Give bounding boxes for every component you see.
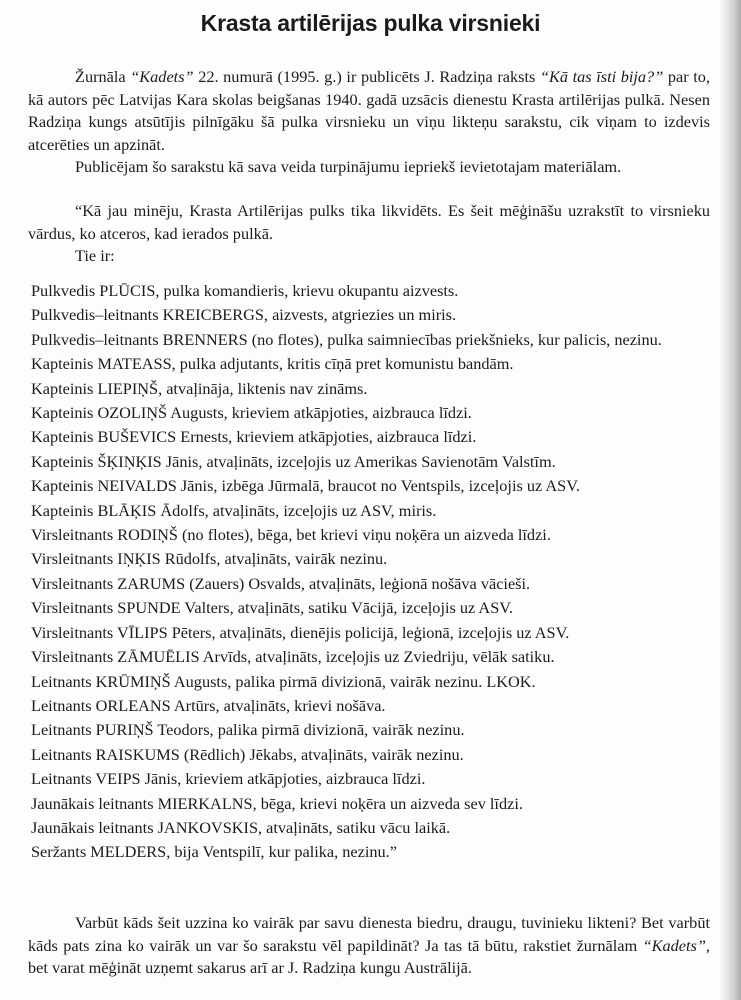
quote-block <box>28 200 710 268</box>
list-item: Kapteinis BLĀĶIS Ādolfs, atvaļināts, izceļojis uz ASV, miris. <box>31 500 437 520</box>
list-item: Leitnants PURIŅŠ Teodors, palika pirmā divizionā, vairāk nezinu. <box>31 720 465 740</box>
intro-text: par to, kā autors pēc Latvijas Kara skolas beigšanas 1940. gadā uzsācis dienestu Krasta artilērijas pulkā. Nesen Radziņa kungs atsūtījis pilnīgāku šā pulka virsnieku un viņu likteņu sarakstu, cik viņam to izdevis atcerēties un apzināt. <box>28 67 711 154</box>
list-item: Pulkvedis PLŪCIS, pulka komandieris, krievu okupantu aizvests. <box>31 281 459 300</box>
list-item: Virsleitnants SPUNDE Valters, atvaļināts, satiku Vācijā, izceļojis uz ASV. <box>31 598 513 618</box>
intro-text: Žurnāla <box>75 67 131 86</box>
officer-list <box>31 279 721 865</box>
magazine-name: “Kadets” <box>642 935 706 955</box>
list-item: Leitnants RAISKUMS (Rēdlich) Jēkabs, atvaļināts, vairāk nezinu. <box>31 744 464 764</box>
magazine-name: “Kadets” <box>130 67 194 86</box>
list-item: Virsleitnants IŅĶIS Rūdolfs, atvaļināts, vairāk nezinu. <box>31 549 388 569</box>
list-item: Jaunākais leitnants JANKOVSKIS, atvaļināts, satiku vācu laikā. <box>31 817 451 837</box>
list-item: Jaunākais leitnants MIERKALNS, bēga, krievi noķēra un aizveda sev līdzi. <box>31 793 523 813</box>
closing-text: , bet varat mēģināt uzņemt sakarus arī ar J. Radziņa kungu Austrālijā. <box>28 935 710 977</box>
list-item: Leitnants VEIPS Jānis, krieviem atkāpjoties, aizbrauca līdzi. <box>31 769 426 789</box>
list-item: Kapteinis LIEPIŅŠ, atvaļināja, liktenis nav zināms. <box>31 378 368 398</box>
closing-text: Varbūt kāds šeit uzzina ko vairāk par savu dienesta biedru, draugu, tuvinieku likteni? Bet varbūt kāds pats zina ko vairāk un var šo sarakstu vēl papildināt? Ja tas tā būtu, rakstiet žurnālam <box>28 913 710 955</box>
list-item: Kapteinis ŠĶIŅĶIS Jānis, atvaļināts, izceļojis uz Amerikas Savienotām Valstīm. <box>31 451 556 471</box>
list-intro: Tie ir: <box>75 246 115 265</box>
list-item: Virsleitnants RODIŅŠ (no flotes), bēga, bet krievi viņu noķēra un aizveda līdzi. <box>31 525 551 545</box>
page-title: Krasta artilērijas pulka virsnieki <box>200 10 541 36</box>
intro-paragraph-1 <box>28 66 710 156</box>
list-item: Kapteinis MATEASS, pulka adjutants, kritis cīņā pret komunistu bandām. <box>31 354 514 374</box>
list-item: Virsleitnants ZARUMS (Zauers) Osvalds, atvaļināts, leģionā nošāva vācieši. <box>31 573 531 593</box>
list-item: Pulkvedis–leitnants KREICBERGS, aizvests, atgriezies un miris. <box>31 305 457 325</box>
closing-block <box>28 912 710 980</box>
intro-block <box>28 66 710 179</box>
list-item: Virsleitnants VĪLIPS Pēters, atvaļināts, dienējis policijā, leģionā, izceļojis uz ASV. <box>31 622 570 642</box>
closing-paragraph <box>28 912 710 980</box>
intro-text: 22. numurā (1995. g.) ir publicēts J. Radziņa raksts <box>193 67 540 86</box>
list-item: Kapteinis BUŠEVICS Ernests, krieviem atkāpjoties, aizbrauca līdzi. <box>31 427 477 447</box>
article-title: “Kā tas īsti bija?” <box>539 67 664 86</box>
page-edge-shadow <box>719 0 741 1000</box>
list-item: Kapteinis NEIVALDS Jānis, izbēga Jūrmalā, braucot no Ventspils, izceļojis uz ASV. <box>31 476 580 496</box>
list-item: Leitnants ORLEANS Artūrs, atvaļināts, krievi nošāva. <box>31 695 386 715</box>
intro-paragraph-2: Publicējam šo sarakstu kā sava veida turpinājumu iepriekš ievietotajam materiālam. <box>75 157 622 176</box>
list-item: Leitnants KRŪMIŅŠ Augusts, palika pirmā divizionā, vairāk nezinu. LKOK. <box>31 671 536 691</box>
list-item: Pulkvedis–leitnants BRENNERS (no flotes), pulka saimniecības priekšnieks, kur palicis, nezinu. <box>31 329 662 349</box>
list-item: Seržants MELDERS, bija Ventspilī, kur palika, nezinu.” <box>31 842 397 862</box>
list-item: Virsleitnants ZĀMUĒLIS Arvīds, atvaļināts, izceļojis uz Zviedriju, vēlāk satiku. <box>31 647 555 667</box>
list-item: Kapteinis OZOLIŅŠ Augusts, krieviem atkāpjoties, aizbrauca līdzi. <box>31 403 472 423</box>
quote-paragraph: “Kā jau minēju, Krasta Artilērijas pulks tika likvidēts. Es šeit mēģināšu uzrakstīt to virsnieku vārdus, ko atceros, kad ierados pulkā. <box>28 201 710 243</box>
